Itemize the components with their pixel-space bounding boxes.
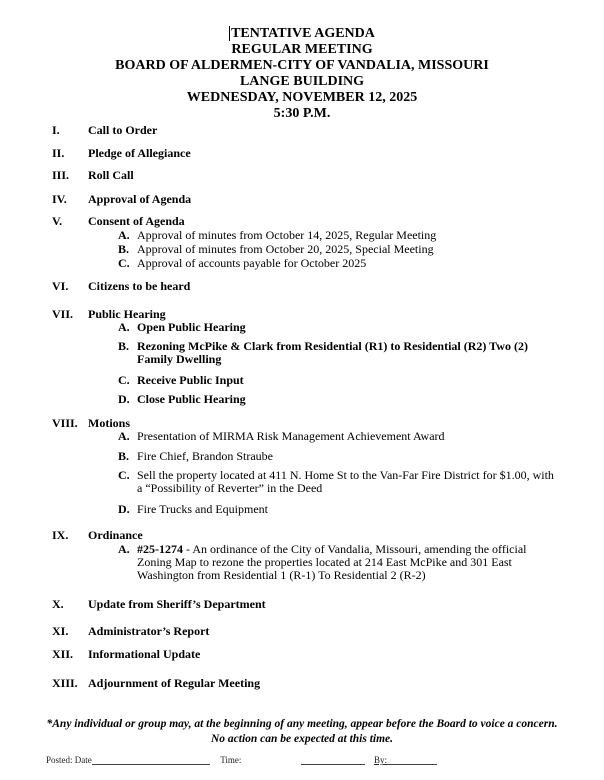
item-number: IX. [52, 528, 69, 542]
sub-item-letter: C. [118, 256, 130, 270]
sub-item-text: Close Public Hearing [137, 392, 246, 406]
posted-by-label: By: [373, 755, 387, 765]
sub-item-text: Approval of minutes from October 14, 2025, Regular Meeting [137, 228, 437, 242]
item-number: X. [52, 597, 64, 611]
sub-item-letter: A. [118, 542, 130, 556]
sub-item-text: Sell the property located at 411 N. Home St to the Van-Far Fire District for $1.00, with a “Possibility of Reverter” in the Deed [137, 468, 554, 495]
item-number: VIII. [52, 416, 78, 430]
item-title: Citizens to be heard [88, 279, 191, 293]
sub-item-letter: A. [118, 429, 130, 443]
ordinance-description: - An ordinance of the City of Vandalia, Missouri, amending the official Zoning Map to rezone the properties located at 214 East McPike and 301 East Washington from Residential 1 (R-1) To Residential 2 (R-2) [137, 542, 527, 582]
item-number: I. [52, 123, 60, 137]
item-title: Public Hearing [88, 307, 166, 321]
item-title: Motions [88, 416, 130, 430]
sub-item [118, 503, 558, 516]
sub-item [118, 393, 558, 406]
public-comment-note: *Any individual or group may, at the beginning of any meeting, appear before the Board to voice a concern. No action can be expected at this time. [46, 718, 558, 745]
item-number: VI. [52, 279, 69, 293]
item-number: VII. [52, 307, 74, 321]
item-title: Update from Sheriff’s Department [88, 597, 266, 611]
posted-time-blank [301, 755, 365, 765]
sub-item-text: Presentation of MIRMA Risk Management Achievement Award [137, 429, 445, 443]
sub-item-text: Open Public Hearing [137, 320, 246, 334]
sub-item-text: Approval of accounts payable for October 2025 [137, 256, 367, 270]
sub-item-text: Fire Trucks and Equipment [137, 502, 268, 516]
sub-item-letter: C. [118, 468, 130, 482]
item-number: III. [52, 168, 70, 182]
header-line-4: LANGE BUILDING [239, 74, 365, 89]
sub-item [118, 243, 558, 256]
sub-item-letter: A. [118, 228, 130, 242]
posted-date-blank [92, 755, 210, 765]
item-title: Pledge of Allegiance [88, 146, 191, 160]
sub-item-text: Receive Public Input [137, 373, 244, 387]
sub-item-text [137, 543, 558, 582]
sub-item-letter: B. [118, 449, 130, 463]
header-line-3: BOARD OF ALDERMEN-CITY OF VANDALIA, MISSOURI [115, 58, 489, 73]
item-title: Adjournment of Regular Meeting [88, 676, 261, 690]
item-title: Consent of Agenda [88, 214, 185, 228]
sub-item-letter: C. [118, 373, 130, 387]
item-number: V. [52, 214, 63, 228]
sub-item [118, 543, 558, 582]
posted-time-label: Time: [220, 755, 242, 765]
sub-item [118, 321, 558, 334]
sub-item-text: Rezoning McPike & Clark from Residential (R1) to Residential (R2) Two (2) Family Dwelling [137, 339, 528, 366]
header-line-1: TENTATIVE AGENDA [231, 26, 375, 41]
sub-item-letter: B. [118, 242, 130, 256]
item-number: XI. [52, 624, 69, 638]
sub-item [118, 430, 558, 443]
sub-item [118, 340, 558, 366]
sub-item-letter: A. [118, 320, 130, 334]
item-title: Call to Order [88, 123, 158, 137]
sub-item [118, 229, 558, 242]
item-number: IV. [52, 192, 67, 206]
header-line-6: 5:30 P.M. [273, 106, 331, 121]
item-title: Ordinance [88, 528, 143, 542]
item-number: II. [52, 146, 65, 160]
item-title: Approval of Agenda [88, 192, 192, 206]
item-title: Administrator’s Report [88, 624, 210, 638]
item-title: Roll Call [88, 168, 134, 182]
sub-item [118, 257, 558, 270]
header-line-2: REGULAR MEETING [231, 42, 373, 57]
posted-by-blank [387, 755, 437, 765]
agenda-header [0, 26, 604, 122]
sub-item-text: Approval of minutes from October 20, 2025, Special Meeting [137, 242, 434, 256]
item-number: XIII. [52, 676, 78, 690]
posted-date-label: Posted: Date [46, 755, 92, 765]
sub-item-letter: D. [118, 502, 130, 516]
ordinance-number: #25-1274 [137, 542, 183, 556]
item-title: Informational Update [88, 647, 201, 661]
header-line-5: WEDNESDAY, NOVEMBER 12, 2025 [186, 90, 418, 105]
posting-record [46, 755, 566, 765]
item-number: XII. [52, 647, 74, 661]
sub-item [118, 469, 558, 495]
sub-item-letter: B. [118, 339, 130, 353]
sub-item [118, 374, 558, 387]
sub-item-text: Fire Chief, Brandon Straube [137, 449, 273, 463]
sub-item [118, 450, 558, 463]
sub-item-letter: D. [118, 392, 130, 406]
